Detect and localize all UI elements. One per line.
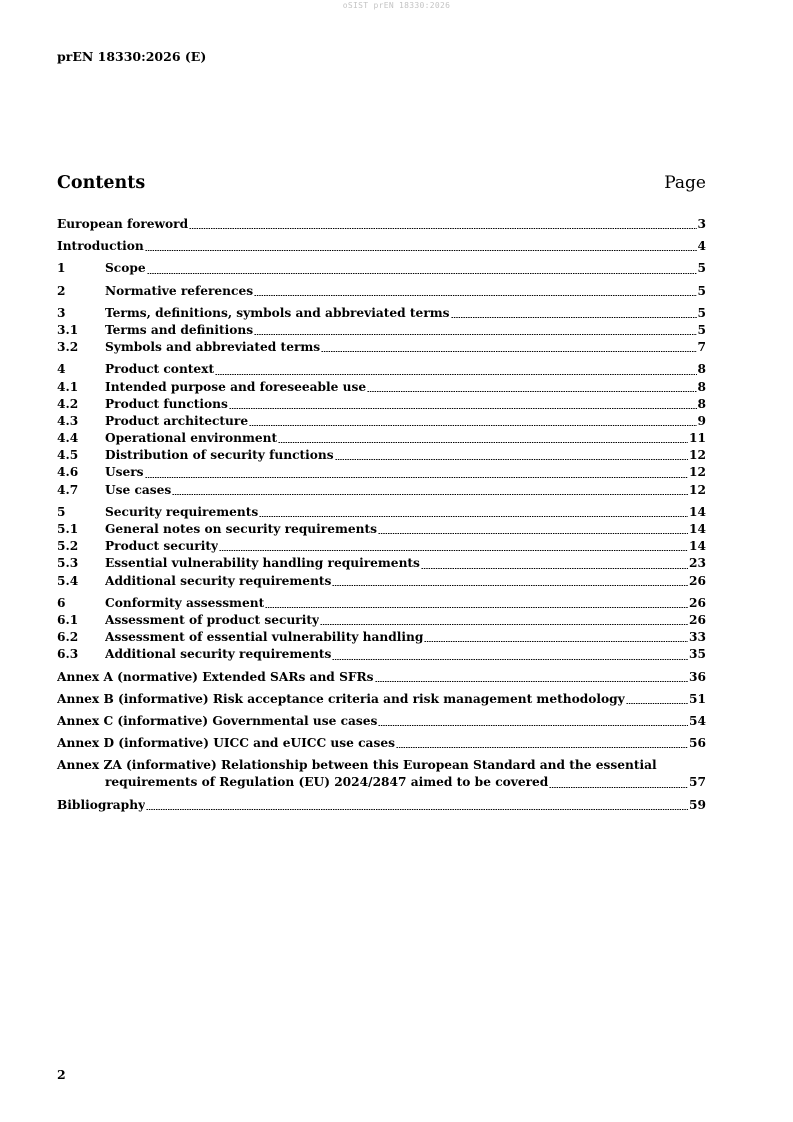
- toc-page: 12: [689, 465, 706, 480]
- toc-page: 12: [689, 448, 706, 463]
- toc-page: 8: [697, 379, 706, 394]
- toc-entry[interactable]: [57, 238, 706, 255]
- toc-page: 26: [689, 573, 706, 588]
- toc-entry[interactable]: [57, 735, 706, 752]
- toc-title: Normative references: [105, 283, 254, 298]
- dot-leader: [378, 725, 688, 726]
- toc-title: Terms, definitions, symbols and abbreviated terms: [105, 305, 450, 320]
- dot-leader: [147, 273, 697, 274]
- toc-title: Use cases: [105, 482, 172, 497]
- toc-title: Operational environment: [105, 431, 278, 446]
- toc-number: 4.4: [57, 431, 79, 446]
- toc-entry[interactable]: [57, 322, 706, 339]
- toc-entry[interactable]: [57, 283, 706, 300]
- toc-number: 6.1: [57, 612, 79, 627]
- dot-leader: [367, 391, 696, 392]
- toc-title: Intended purpose and foreseeable use: [105, 379, 367, 394]
- dot-leader: [254, 295, 696, 296]
- toc-page: 59: [689, 797, 706, 812]
- table-of-contents: [57, 216, 706, 819]
- dot-leader: [265, 607, 688, 608]
- toc-title: Annex C (informative) Governmental use cases: [57, 713, 378, 728]
- toc-page: 9: [697, 413, 706, 428]
- toc-entry[interactable]: [57, 504, 706, 521]
- toc-number: 5.2: [57, 539, 79, 554]
- toc-title: Product context: [105, 362, 215, 377]
- toc-number: 5: [57, 504, 66, 519]
- toc-page: 8: [697, 396, 706, 411]
- dot-leader: [332, 585, 688, 586]
- toc-title: Assessment of essential vulnerability handling: [105, 630, 424, 645]
- toc-entry[interactable]: [57, 447, 706, 464]
- toc-title: Product functions: [105, 396, 228, 411]
- page-column-label: Page: [664, 173, 706, 193]
- dot-leader: [332, 659, 688, 660]
- toc-title: Terms and definitions: [105, 322, 254, 337]
- dot-leader: [321, 351, 696, 352]
- toc-entry[interactable]: [57, 612, 706, 629]
- toc-page: 26: [689, 595, 706, 610]
- toc-entry[interactable]: [57, 482, 706, 499]
- toc-title: Symbols and abbreviated terms: [105, 340, 321, 355]
- toc-entry[interactable]: [57, 573, 706, 590]
- toc-page: 26: [689, 612, 706, 627]
- toc-title: Conformity assessment: [105, 595, 265, 610]
- dot-leader: [254, 334, 696, 335]
- toc-title: requirements of Regulation (EU) 2024/2847 aimed to be covered: [105, 775, 549, 790]
- toc-page: 56: [689, 736, 706, 751]
- toc-entry[interactable]: [57, 538, 706, 555]
- dot-leader: [549, 787, 688, 788]
- toc-entry[interactable]: [57, 691, 706, 708]
- toc-entry[interactable]: [57, 379, 706, 396]
- toc-entry[interactable]: [57, 216, 706, 233]
- dot-leader: [424, 641, 688, 642]
- toc-entry[interactable]: [57, 595, 706, 612]
- toc-number: 1: [57, 261, 66, 276]
- dot-leader: [259, 516, 688, 517]
- toc-number: 4.3: [57, 413, 79, 428]
- dot-leader: [215, 374, 696, 375]
- toc-entry[interactable]: [57, 464, 706, 481]
- toc-number: 4.6: [57, 465, 79, 480]
- toc-title: Additional security requirements: [105, 573, 332, 588]
- toc-entry[interactable]: [57, 339, 706, 356]
- toc-page: 7: [697, 340, 706, 355]
- toc-title: General notes on security requirements: [105, 522, 377, 536]
- toc-number: 3.1: [57, 322, 79, 337]
- toc-entry[interactable]: [57, 629, 706, 646]
- dot-leader: [320, 624, 688, 625]
- toc-title: Annex D (informative) UICC and eUICC use cases: [57, 736, 395, 751]
- toc-entry[interactable]: [57, 361, 706, 378]
- dot-leader: [249, 425, 696, 426]
- toc-entry[interactable]: [57, 430, 706, 447]
- page-number: 2: [57, 1067, 66, 1082]
- toc-title: Bibliography: [57, 797, 146, 812]
- toc-entry[interactable]: [57, 669, 706, 686]
- toc-number: 6: [57, 595, 66, 610]
- toc-entry[interactable]: [57, 797, 706, 814]
- toc-title: Assessment of product security: [105, 612, 320, 627]
- toc-title: Security requirements: [105, 504, 259, 519]
- toc-page: 51: [689, 691, 706, 706]
- toc-title: Introduction: [57, 239, 144, 254]
- toc-page: 4: [697, 239, 706, 254]
- toc-page: 33: [689, 630, 706, 645]
- toc-number: 2: [57, 283, 66, 298]
- toc-page: 54: [689, 713, 706, 728]
- dot-leader: [229, 408, 697, 409]
- dot-leader: [278, 442, 688, 443]
- watermark: oSIST prEN 18330:2026: [342, 1, 451, 10]
- toc-entry[interactable]: [57, 260, 706, 277]
- toc-entry[interactable]: [57, 396, 706, 413]
- toc-title: Essential vulnerability handling requirements: [105, 556, 420, 571]
- toc-number: 4.1: [57, 379, 79, 394]
- toc-title: Annex B (informative) Risk acceptance criteria and risk management methodology: [57, 691, 625, 706]
- toc-title: Product architecture: [105, 413, 249, 428]
- toc-number: 6.2: [57, 630, 79, 645]
- dot-leader: [626, 703, 688, 704]
- toc-title: Annex ZA (informative) Relationship between this European Standard and the essential: [57, 758, 657, 773]
- toc-title: Product security: [105, 539, 219, 554]
- toc-page: 5: [697, 322, 706, 337]
- toc-entry[interactable]: [57, 555, 706, 572]
- toc-number: 5.4: [57, 573, 79, 588]
- toc-number: 3.2: [57, 340, 79, 355]
- toc-entry[interactable]: [57, 646, 706, 663]
- dot-leader: [145, 477, 689, 478]
- toc-number: 4.2: [57, 396, 79, 411]
- toc-title: Scope: [105, 261, 146, 276]
- toc-entry-annex-za[interactable]: [57, 757, 706, 791]
- toc-number: 3: [57, 305, 66, 320]
- document-id: prEN 18330:2026 (E): [57, 49, 207, 64]
- toc-title: Annex A (normative) Extended SARs and SFRs: [57, 669, 374, 684]
- dot-leader: [396, 747, 688, 748]
- toc-number: 5.1: [57, 522, 79, 536]
- toc-number: 6.3: [57, 647, 79, 662]
- dot-leader: [375, 681, 689, 682]
- dot-leader: [189, 228, 696, 229]
- toc-entry[interactable]: [57, 413, 706, 430]
- toc-page: 23: [689, 556, 706, 571]
- dot-leader: [335, 459, 688, 460]
- toc-page: 5: [697, 261, 706, 276]
- toc-page: 12: [689, 482, 706, 497]
- toc-page: 3: [697, 217, 706, 231]
- toc-page: 8: [697, 362, 706, 377]
- dot-leader: [451, 317, 697, 318]
- toc-number: 4.5: [57, 448, 79, 463]
- toc-page: 5: [697, 283, 706, 298]
- toc-title: Additional security requirements: [105, 647, 332, 662]
- toc-title: Users: [105, 465, 144, 480]
- dot-leader: [172, 494, 688, 495]
- toc-title: Distribution of security functions: [105, 448, 334, 463]
- toc-entry[interactable]: [57, 521, 706, 538]
- toc-page: 14: [689, 522, 706, 536]
- dot-leader: [219, 550, 688, 551]
- toc-page: 14: [689, 539, 706, 554]
- toc-number: 4.7: [57, 482, 79, 497]
- toc-page: 36: [689, 669, 706, 684]
- toc-number: 4: [57, 362, 66, 377]
- toc-page: 5: [697, 305, 706, 320]
- toc-number: 5.3: [57, 556, 79, 571]
- toc-page: 35: [689, 647, 706, 662]
- toc-page: 11: [689, 431, 706, 446]
- dot-leader: [421, 568, 688, 569]
- toc-title: European foreword: [57, 217, 189, 231]
- dot-leader: [378, 533, 688, 534]
- contents-heading: Contents: [57, 173, 146, 193]
- toc-entry[interactable]: [57, 713, 706, 730]
- dot-leader: [145, 250, 697, 251]
- dot-leader: [146, 809, 688, 810]
- toc-page: 14: [689, 504, 706, 519]
- toc-entry[interactable]: [57, 305, 706, 322]
- toc-page: 57: [689, 775, 706, 790]
